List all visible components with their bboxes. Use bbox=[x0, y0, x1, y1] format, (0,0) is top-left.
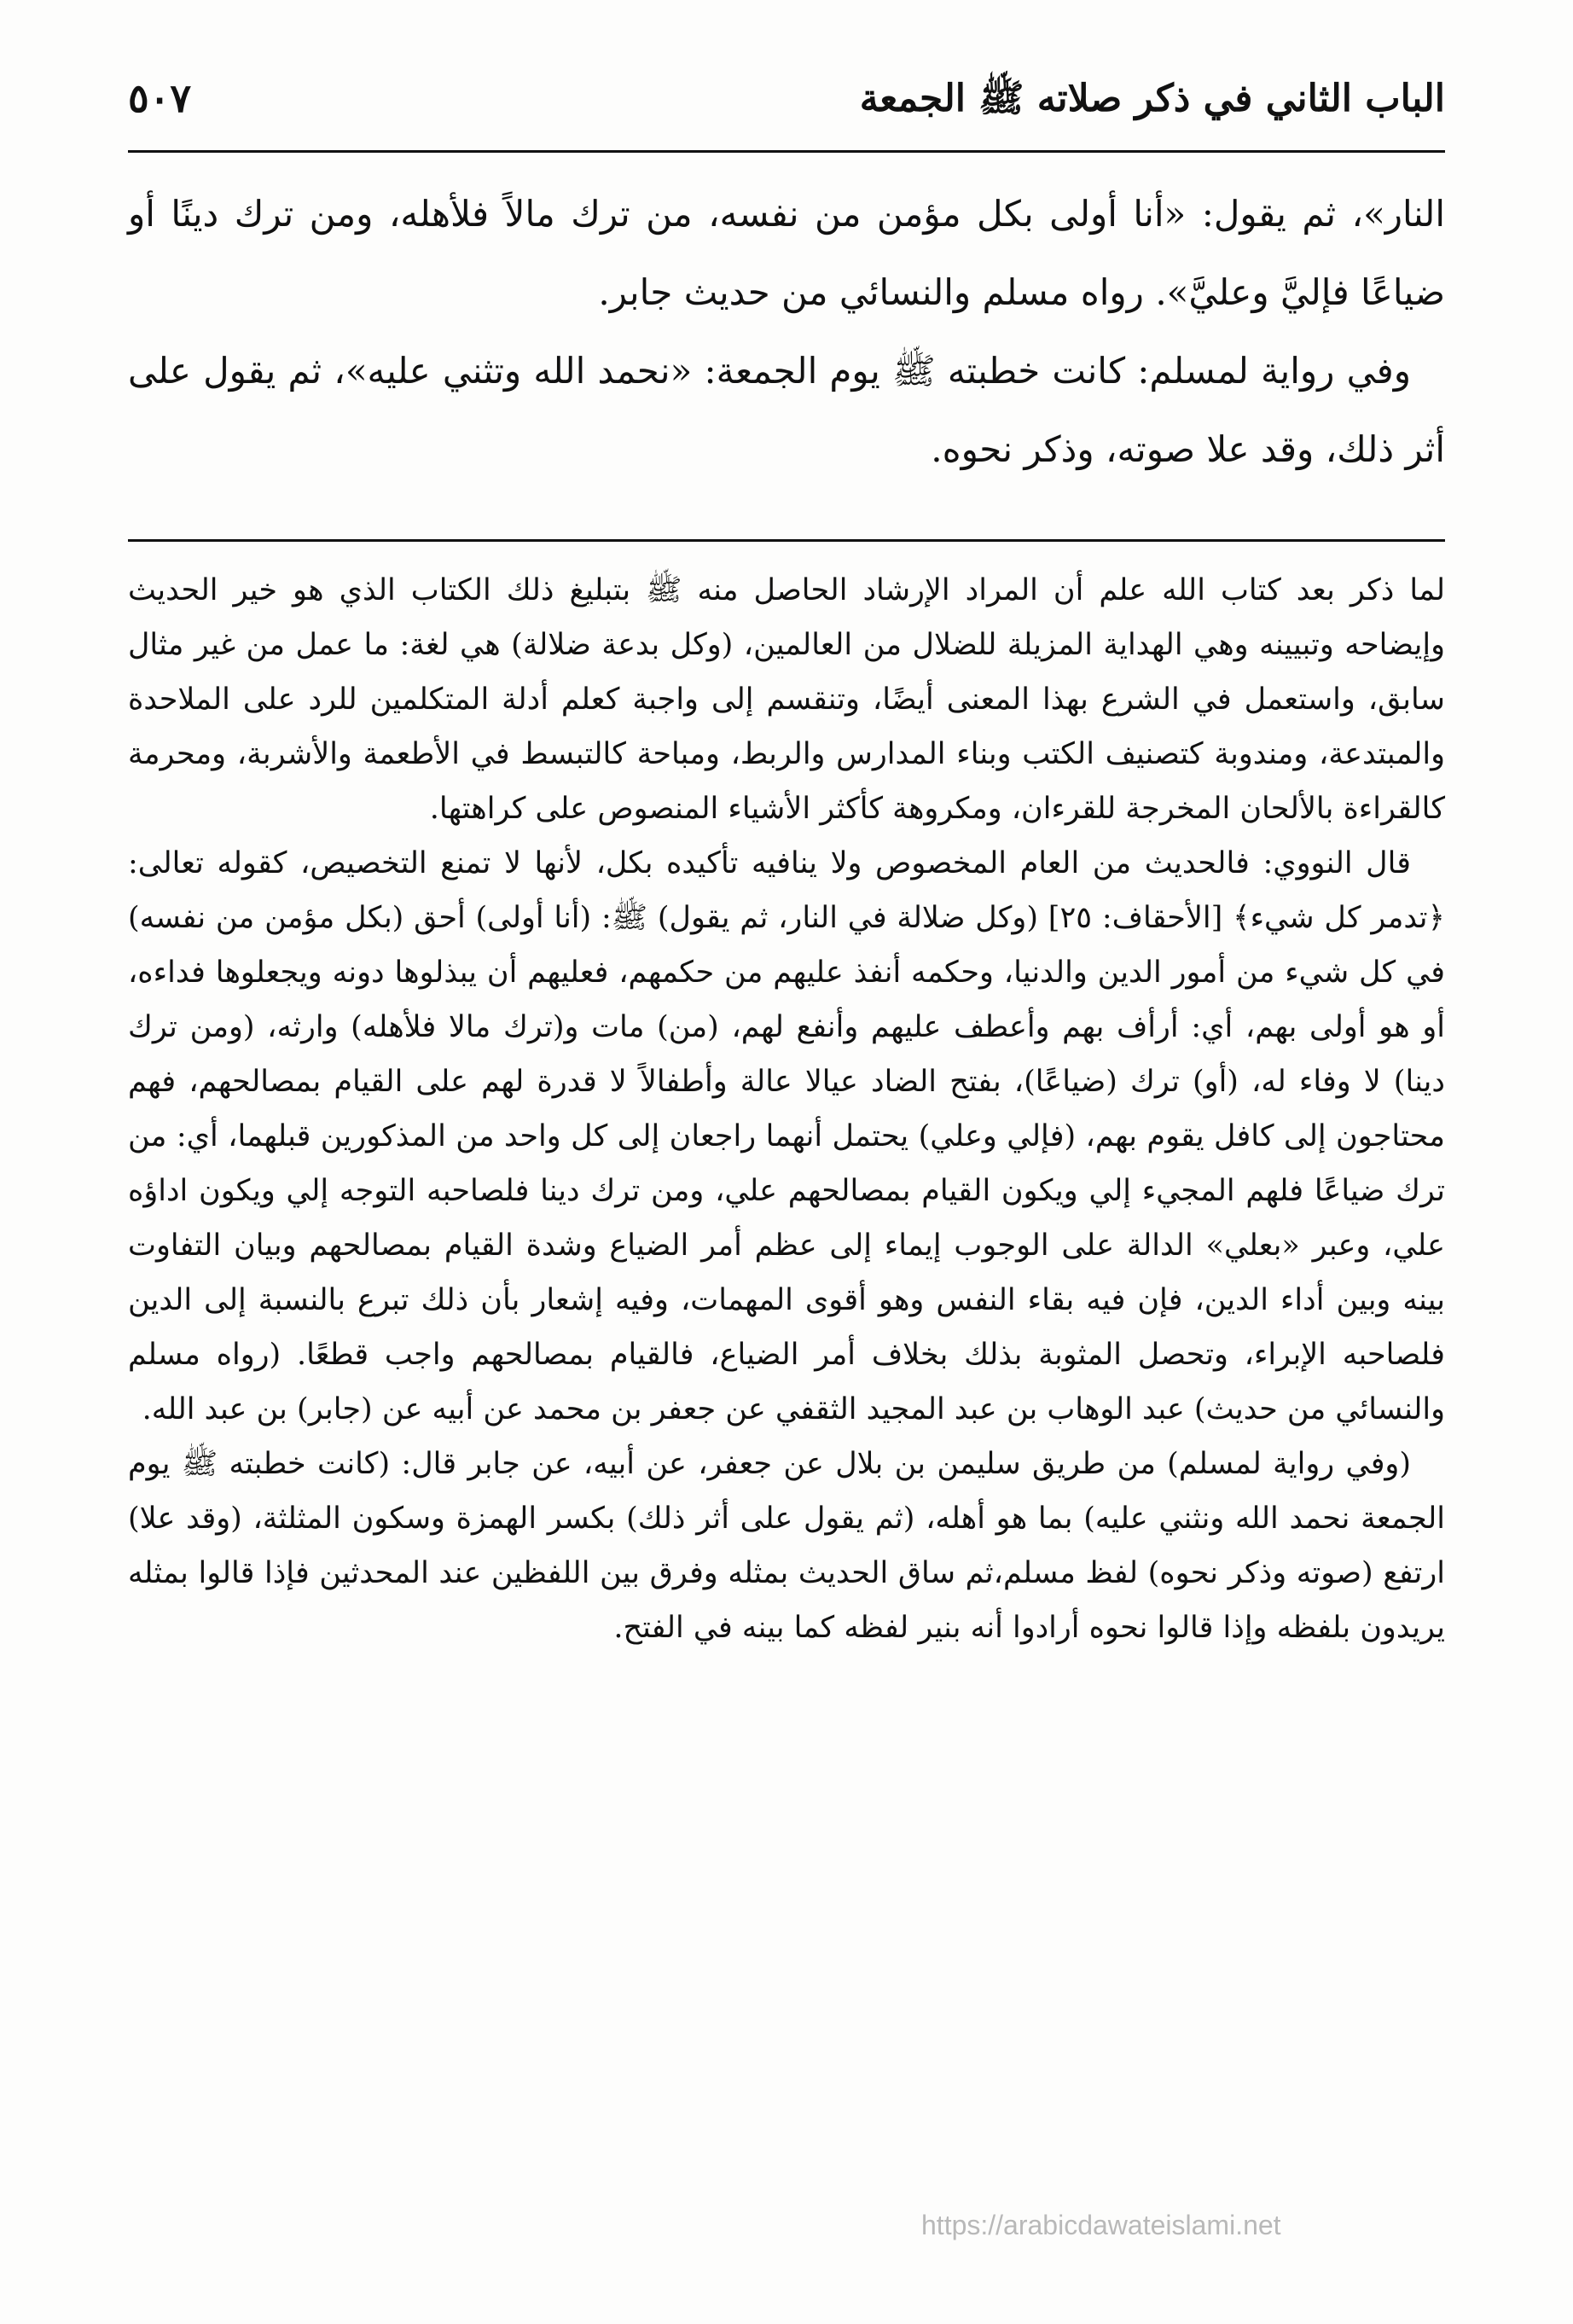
page-number: ٥٠٧ bbox=[128, 75, 192, 121]
commentary-paragraph: (وفي رواية لمسلم) من طريق سليمن بن بلال عن جعفر، عن أبيه، عن جابر قال: (كانت خطبته ﷺ يوم الجمعة نحمد الله ونثني عليه) بما هو أهله، (ثم يقول على أثر ذلك) بكسر الهمزة وسكون المثلثة، (وقد علا) ارتفع (صوته وذكر نحوه) لفظ مسلم،ثم ساق الحديث بمثله وفرق بين اللفظين عند المحدثين فإذا قالوا بمثله يريدون بلفظه وإذا قالوا نحوه أرادوا أنه بنير لفظه كما بينه في الفتح. bbox=[128, 1447, 1445, 1645]
commentary-divider bbox=[128, 539, 1445, 542]
page-header bbox=[128, 75, 1445, 143]
commentary-paragraph: لما ذكر بعد كتاب الله علم أن المراد الإرشاد الحاصل منه ﷺ بتبليغ ذلك الكتاب الذي هو خير الحديث وإيضاحه وتبيينه وهي الهداية المزيلة للضلال من العالمين، (وكل بدعة ضلالة) هي لغة: ما عمل من غير مثال سابق، واستعمل في الشرع بهذا المعنى أيضًا، وتنقسم إلى واجبة كعلم أدلة المتكلمين للرد على الملاحدة والمبتدعة، ومندوبة كتصنيف الكتب وبناء المدارس والربط، ومباحة كالتبسط في الأطعمة والأشربة، ومحرمة كالقراءة بالألحان المخرجة للقرءان، ومكروهة كأكثر الأشياء المنصوص على كراهتها. bbox=[128, 573, 1445, 826]
commentary-paragraph: قال النووي: فالحديث من العام المخصوص ولا ينافيه تأكيده بكل، لأنها لا تمنع التخصيص، كقوله تعالى: ﴿تدمر كل شيء﴾ [الأحقاف: ٢٥] (وكل ضلالة في النار، ثم يقول) ﷺ: (أنا أولى) أحق (بكل مؤمن من نفسه) في كل شيء من أمور الدين والدنيا، وحكمه أنفذ عليهم من حكمهم، فعليهم أن يبذلوها دونه ويجعلوها فداءه، أو هو أولى بهم، أي: أرأف بهم وأعطف عليهم وأنفع لهم، (من) مات و(ترك مالا فلأهله) وارثه، (ومن ترك دينا) لا وفاء له، (أو) ترك (ضياعًا)، بفتح الضاد عيالا عالة وأطفالاً لا قدرة لهم على القيام بمصالحهم، فهم محتاجون إلى كافل يقوم بهم، (فإلي وعلي) يحتمل أنهما راجعان إلى كل واحد من المذكورين قبلهما، أي: من ترك ضياعًا فلهم المجيء إلي ويكون القيام بمصالحهم علي، ومن ترك دينا فلصاحبه التوجه إلي ويكون اداؤه علي، وعبر «بعلي» الدالة على الوجوب إيماء إلى عظم أمر الضياع وشدة القيام بمصالحهم وبيان التفاوت بينه وبين أداء الدين، فإن فيه بقاء النفس وهو أقوى المهمات، وفيه إشعار بأن ذلك تبرع بالنسبة إلى الدين فلصاحبه الإبراء، وتحصل المثوبة بذلك بخلاف أمر الضياع، فالقيام بمصالحهم واجب قطعًا. (رواه مسلم والنسائي من حديث) عبد الوهاب بن عبد المجيد الثقفي عن جعفر بن محمد عن أبيه عن (جابر) بن عبد الله. bbox=[128, 846, 1446, 1426]
hadith-paragraph: وفي رواية لمسلم: كانت خطبته ﷺ يوم الجمعة: «نحمد الله وتثني عليه»، ثم يقول على أثر ذلك، وقد علا صوته، وذكر نحوه. bbox=[128, 350, 1445, 470]
header-divider bbox=[128, 150, 1445, 153]
commentary-text bbox=[128, 563, 1445, 1655]
hadith-paragraph: النار»، ثم يقول: «أنا أولى بكل مؤمن من نفسه، من ترك مالاً فلأهله، ومن ترك دينًا أو ضياعًا فإليَّ وعليَّ». رواه مسلم والنسائي من حديث جابر. bbox=[128, 193, 1445, 313]
watermark-url: https://arabicdawateislami.net bbox=[921, 2210, 1281, 2240]
hadith-text bbox=[128, 175, 1445, 489]
chapter-title: الباب الثاني في ذكر صلاته ﷺ الجمعة bbox=[859, 77, 1445, 120]
